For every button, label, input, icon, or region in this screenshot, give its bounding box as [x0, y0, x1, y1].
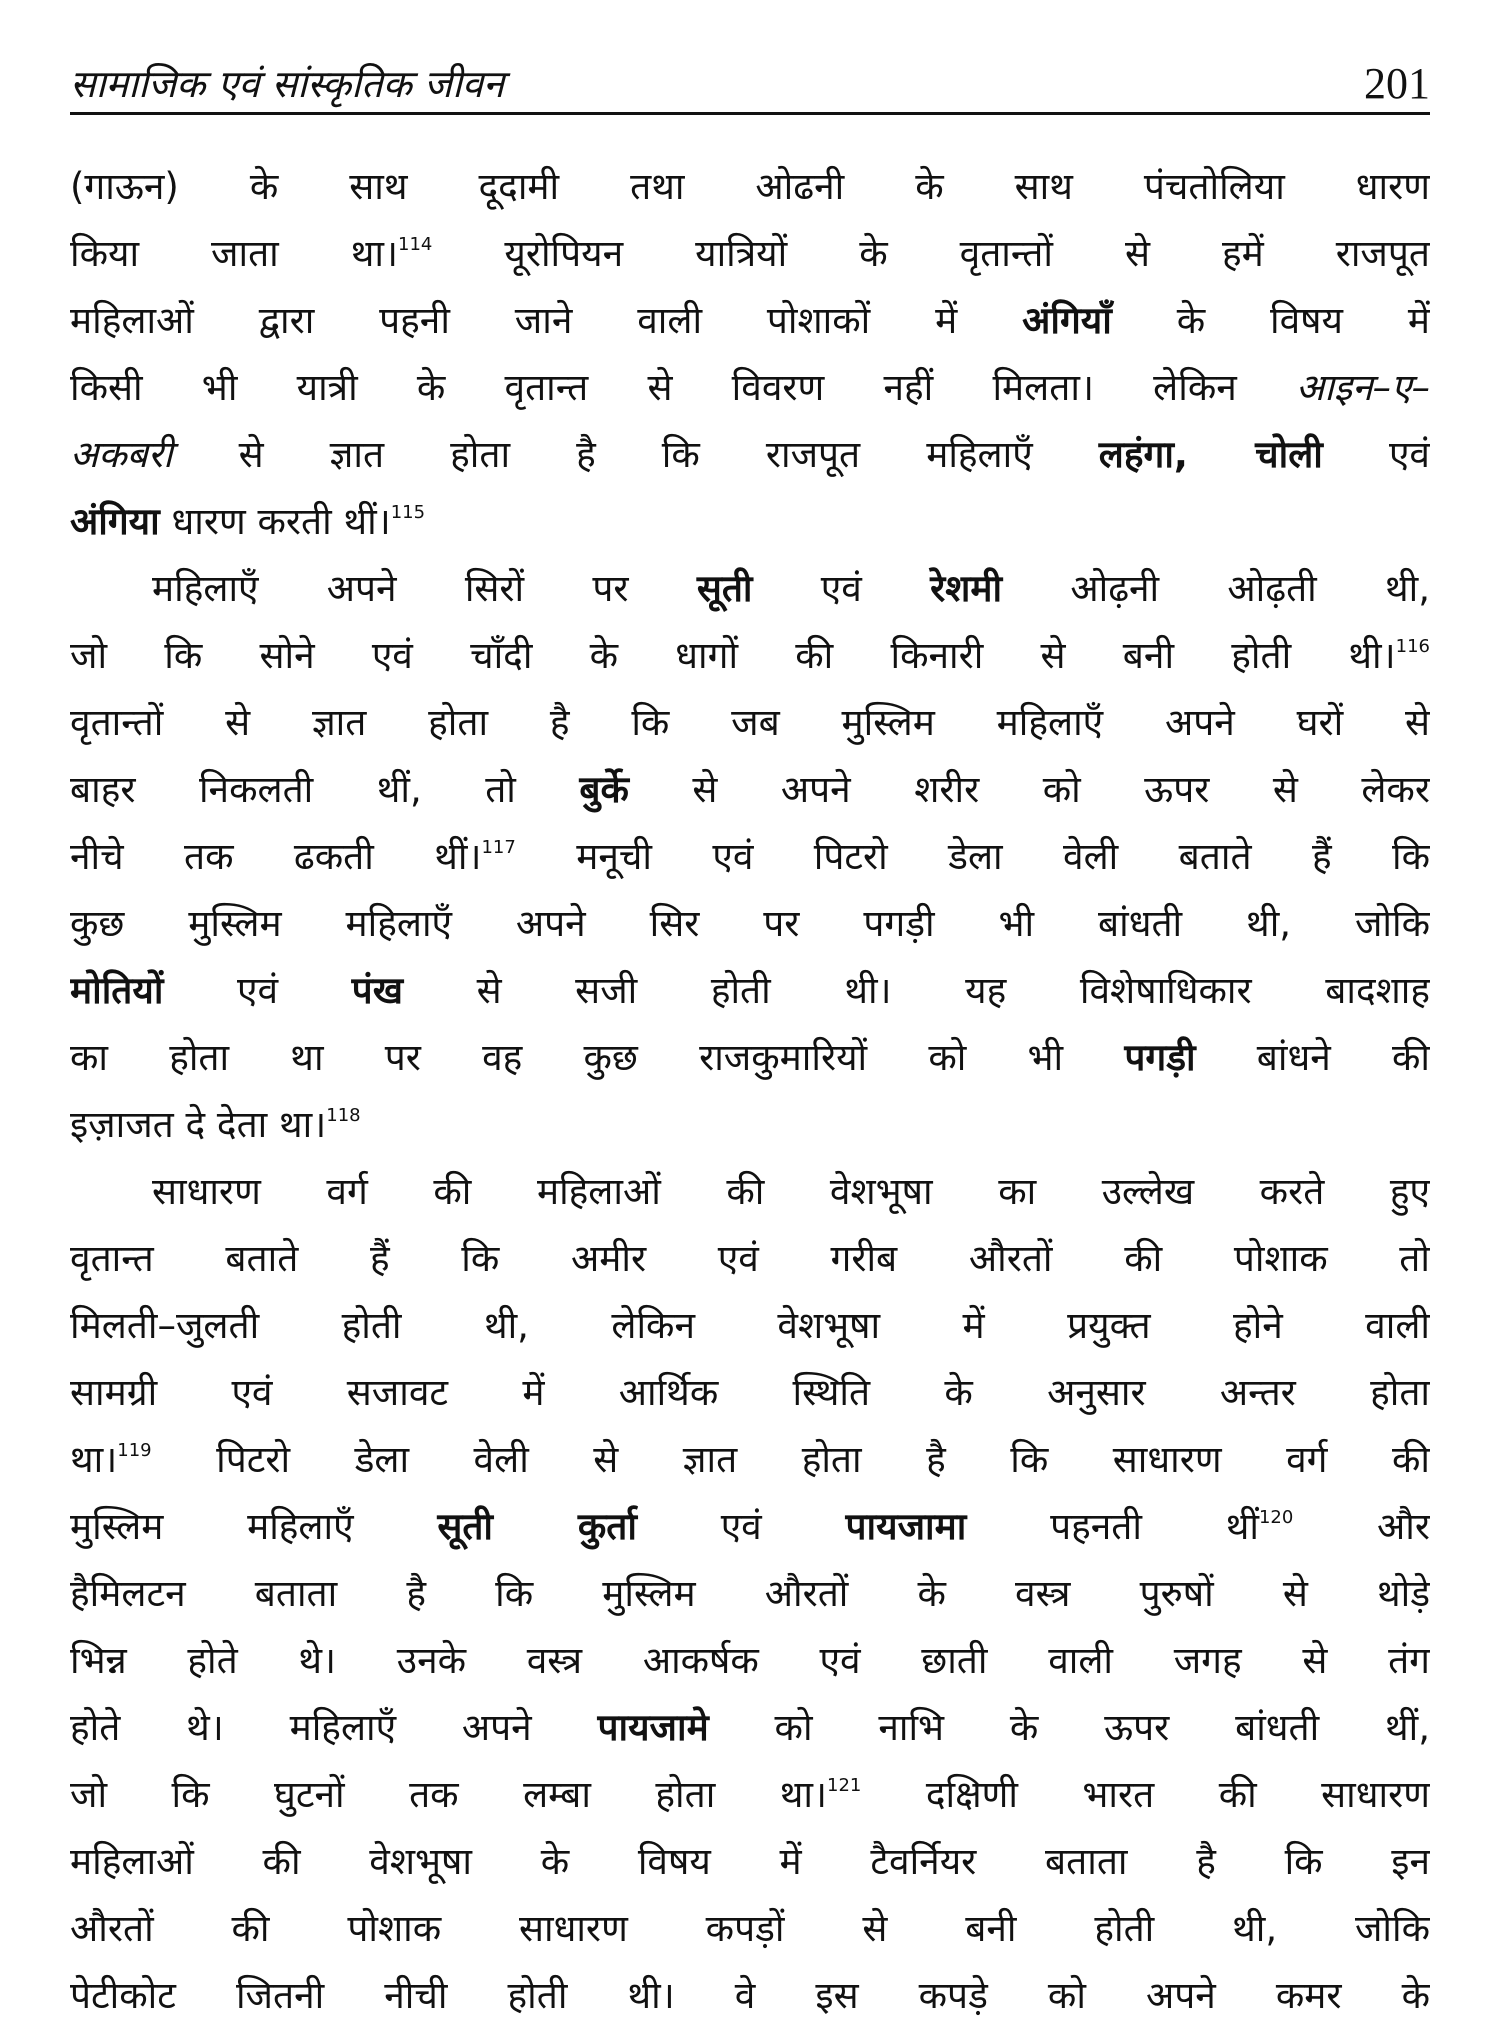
- text-line: [70, 1299, 1430, 1366]
- text-segment: महिलाओं की वेशभूषा के विषय में टैवर्नियर बताता है कि इन: [70, 1840, 1430, 1883]
- text-segment: हैमिलटन बताता है कि मुस्लिम औरतों के वस्त्र पुरुषों से थोड़े: [70, 1572, 1430, 1615]
- text-segment: अंगिया: [70, 500, 160, 543]
- text-segment: सूती कुर्ता: [437, 1505, 637, 1548]
- text-line: [70, 1366, 1430, 1433]
- footnote-ref: 117: [481, 837, 516, 858]
- text-segment: इज़ाजत दे देता था।: [70, 1103, 327, 1146]
- text-line: [70, 1232, 1430, 1299]
- text-segment: सूती: [696, 567, 753, 610]
- text-line: [70, 1634, 1430, 1701]
- footnote-ref: 116: [1395, 636, 1430, 657]
- text-segment: पंख: [351, 969, 403, 1012]
- text-line: [70, 1165, 1430, 1232]
- text-segment: किसी भी यात्री के वृतान्त से विवरण नहीं मिलता। लेकिन: [70, 366, 1297, 409]
- text-line: [70, 1567, 1430, 1634]
- text-segment: पायजामे: [597, 1706, 709, 1749]
- text-segment: होते थे। महिलाएँ अपने: [70, 1706, 598, 1749]
- page-number: 201: [1364, 59, 1430, 108]
- header-title: सामाजिक एवं सांस्कृतिक जीवन: [70, 62, 505, 106]
- text-line: [70, 495, 1430, 562]
- text-segment: पहनती थीं: [966, 1505, 1259, 1548]
- text-segment: धारण करती थीं।: [159, 500, 391, 543]
- text-line: [70, 763, 1430, 830]
- footnote-ref: 114: [398, 234, 433, 255]
- text-segment: सामग्री एवं सजावट में आर्थिक स्थिति के अनुसार अन्तर होता: [70, 1371, 1430, 1414]
- text-line: [70, 629, 1430, 696]
- text-line: [70, 696, 1430, 763]
- footnote-ref: 115: [390, 502, 426, 523]
- text-segment: रेशमी: [930, 567, 1003, 610]
- text-line: [70, 361, 1430, 428]
- text-segment: एवं: [1322, 433, 1430, 476]
- text-segment: मिलती–जुलती होती थी, लेकिन वेशभूषा में प्रयुक्त होने वाली: [70, 1304, 1430, 1347]
- text-segment: आइन–ए–: [1296, 366, 1430, 409]
- text-segment: वृतान्तों से ज्ञात होता है कि जब मुस्लिम महिलाएँ अपने घरों से: [70, 701, 1430, 744]
- text-segment: महिलाओं द्वारा पहनी जाने वाली पोशाकों में: [70, 299, 1023, 342]
- text-segment: (गाऊन) के साथ दूदामी तथा ओढनी के साथ पंचतोलिया धारण: [70, 165, 1430, 208]
- text-segment: मुस्लिम महिलाएँ: [70, 1505, 438, 1548]
- footnote-ref: 121: [827, 1775, 862, 1796]
- text-line: [70, 1835, 1430, 1902]
- text-line: [70, 1098, 1430, 1165]
- text-segment: महिलाएँ अपने सिरों पर: [152, 567, 697, 610]
- text-segment: जो कि घुटनों तक लम्बा होता था।: [70, 1773, 827, 1816]
- text-line: [70, 1969, 1430, 2036]
- text-segment: साधारण वर्ग की महिलाओं की वेशभूषा का उल्लेख करते हुए: [152, 1170, 1430, 1213]
- text-segment: यूरोपियन यात्रियों के वृतान्तों से हमें राजपूत: [432, 232, 1430, 275]
- text-segment: का होता था पर वह कुछ राजकुमारियों को भी: [70, 1036, 1125, 1079]
- text-line: [70, 830, 1430, 897]
- text-segment: से अपने शरीर को ऊपर से लेकर: [628, 768, 1430, 811]
- footnote-ref: 120: [1258, 1507, 1294, 1528]
- text-segment: पायजामा: [845, 1505, 967, 1548]
- footnote-ref: 118: [326, 1105, 361, 1126]
- text-segment: से सजी होती थी। यह विशेषाधिकार बादशाह: [402, 969, 1430, 1012]
- text-segment: के विषय में: [1111, 299, 1430, 342]
- text-segment: एवं: [163, 969, 352, 1012]
- text-segment: से ज्ञात होता है कि राजपूत महिलाएँ: [172, 433, 1099, 476]
- text-segment: और: [1293, 1505, 1430, 1548]
- text-segment: पिटरो डेला वेली से ज्ञात होता है कि साधारण वर्ग की: [151, 1438, 1430, 1481]
- text-line: [70, 294, 1430, 361]
- text-segment: वृतान्त बताते हैं कि अमीर एवं गरीब औरतों की पोशाक तो: [70, 1237, 1430, 1280]
- text-line: [70, 1701, 1430, 1768]
- text-segment: पगड़ी: [1124, 1036, 1196, 1079]
- text-line: [70, 428, 1430, 495]
- running-header: [70, 60, 1430, 112]
- footnote-ref: 119: [117, 1440, 152, 1461]
- text-line: [70, 562, 1430, 629]
- text-segment: औरतों की पोशाक साधारण कपड़ों से बनी होती थी, जोकि: [70, 1907, 1430, 1950]
- text-line: [70, 964, 1430, 1031]
- text-line: [70, 1031, 1430, 1098]
- text-segment: लहंगा, चोली: [1098, 433, 1323, 476]
- text-line: [70, 1433, 1430, 1500]
- text-segment: एवं: [752, 567, 931, 610]
- text-segment: बुर्के: [579, 768, 629, 811]
- text-line: [70, 1500, 1430, 1567]
- text-segment: नीचे तक ढकती थीं।: [70, 835, 482, 878]
- text-segment: अंगियाँ: [1022, 299, 1112, 342]
- text-line: [70, 160, 1430, 227]
- text-line: [70, 1902, 1430, 1969]
- text-segment: को नाभि के ऊपर बांधती थीं,: [708, 1706, 1430, 1749]
- text-segment: अकबरी: [70, 433, 173, 476]
- text-segment: पेटीकोट जितनी नीची होती थी। वे इस कपड़े को अपने कमर के: [70, 1974, 1430, 2017]
- text-segment: मनूची एवं पिटरो डेला वेली बताते हैं कि: [515, 835, 1430, 878]
- body-text: [70, 160, 1430, 2036]
- text-segment: था।: [70, 1438, 118, 1481]
- text-line: [70, 1768, 1430, 1835]
- header-rule: [70, 112, 1430, 115]
- text-segment: जो कि सोने एवं चाँदी के धागों की किनारी से बनी होती थी।: [70, 634, 1396, 677]
- text-segment: ओढ़नी ओढ़ती थी,: [1002, 567, 1430, 610]
- text-segment: कुछ मुस्लिम महिलाएँ अपने सिर पर पगड़ी भी बांधती थी, जोकि: [70, 902, 1430, 945]
- text-segment: दक्षिणी भारत की साधारण: [861, 1773, 1430, 1816]
- text-segment: बांधने की: [1195, 1036, 1430, 1079]
- text-segment: एवं: [636, 1505, 846, 1548]
- text-line: [70, 897, 1430, 964]
- text-segment: बाहर निकलती थीं, तो: [70, 768, 580, 811]
- text-segment: भिन्न होते थे। उनके वस्त्र आकर्षक एवं छाती वाली जगह से तंग: [70, 1639, 1430, 1682]
- text-segment: मोतियों: [70, 969, 164, 1012]
- text-segment: किया जाता था।: [70, 232, 398, 275]
- text-line: [70, 227, 1430, 294]
